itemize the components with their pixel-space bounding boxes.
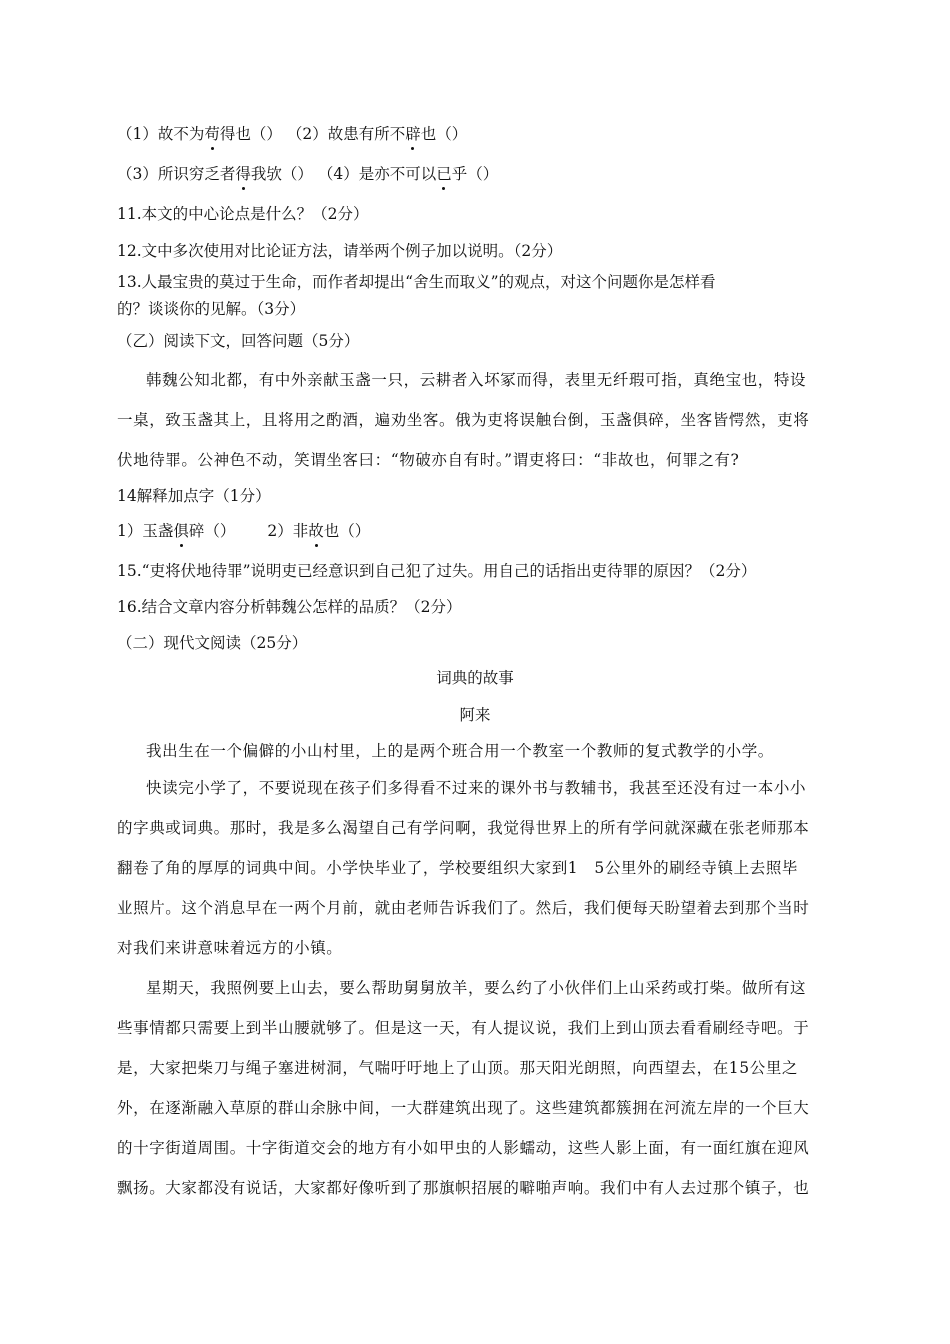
article-paragraph-line: 快读完小学了，不要说现在孩子们多得看不过来的课外书与教辅书，我甚至还没有过一本小小: [146, 779, 807, 797]
article-paragraph-line: 对我们来讲意味着远方的小镇。: [117, 939, 343, 957]
article-paragraph-line: 是，大家把柴刀与绳子塞进树洞，气喘吁吁地上了山顶。那天阳光朗照，向西望去，在15公里之: [117, 1059, 799, 1077]
classical-passage-line: 伏地待罪。公神色不动，笑谓坐客曰：“物破亦自有时。”谓吏将曰：“非故也，何罪之有?: [117, 451, 740, 469]
article-paragraph-line: 业照片。这个消息早在一两个月前，就由老师告诉我们了。然后，我们便每天盼望着去到那个当时: [117, 899, 810, 917]
emphasis-dot-char: 俱: [173, 522, 189, 540]
emphasis-dot-char: 已: [436, 165, 452, 183]
article-paragraph-line: 的十字街道周围。十字街道交会的地方有小如甲虫的人影蠕动，这些人影上面，有一面红旗在迎风: [117, 1139, 810, 1157]
emphasis-dot-char: 故: [308, 522, 324, 540]
classical-passage-line: 韩魏公知北都，有中外亲献玉盏一只，云耕者入坏冢而得，表里无纤瑕可指，真绝宝也，特设: [146, 371, 807, 389]
article-title: 词典的故事: [436, 669, 514, 687]
question-15: 15.“吏将伏地待罪”说明吏已经意识到自己犯了过失。用自己的话指出吏待罪的原因？（2分）: [117, 562, 757, 580]
q14-items: 1）玉盏俱碎（） 2）非故也（）: [117, 522, 371, 540]
question-13-line-2: 的？谈谈你的见解。（3分）: [117, 300, 306, 318]
q10-line-2: （3）所识穷乏者得我欤（） （4）是亦不可以已乎（）: [117, 165, 499, 183]
q10-line-1: （1）故不为苟得也（） （2）故患有所不辟也（）: [117, 125, 468, 143]
question-12: 12.文中多次使用对比论证方法，请举两个例子加以说明。（2分）: [117, 242, 563, 260]
emphasis-dot-char: 苟: [204, 125, 220, 143]
article-paragraph-line: 飘扬。大家都没有说话，大家都好像听到了那旗帜招展的噼啪声响。我们中有人去过那个镇子，也: [117, 1179, 810, 1197]
emphasis-dot-char: 得: [235, 165, 251, 183]
question-14: 14解释加点字（1分）: [117, 487, 271, 505]
section-b-heading: （乙）阅读下文，回答问题（5分）: [117, 332, 360, 350]
question-16: 16.结合文章内容分析韩魏公怎样的品质？（2分）: [117, 598, 462, 616]
article-paragraph-line: 些事情都只需要上到半山腰就够了。但是这一天，有人提议说，我们上到山顶去看看刷经寺吧。于: [117, 1019, 810, 1037]
emphasis-dot-char: 辟: [405, 125, 421, 143]
modern-section-heading: （二）现代文阅读（25分）: [117, 634, 308, 652]
article-paragraph-line: 我出生在一个偏僻的小山村里，上的是两个班合用一个教室一个教师的复式教学的小学。: [146, 742, 774, 760]
article-paragraph-line: 外，在逐渐融入草原的群山余脉中间，一大群建筑出现了。这些建筑都簇拥在河流左岸的一个巨大: [117, 1099, 810, 1117]
question-13-line-1: 13.人最宝贵的莫过于生命，而作者却提出“舍生而取义”的观点，对这个问题你是怎样看: [117, 273, 716, 291]
article-paragraph-line: 翻卷了角的厚厚的词典中间。小学快毕业了，学校要组织大家到1 5公里外的刷经寺镇上去照毕: [117, 859, 799, 877]
question-11: 11.本文的中心论点是什么？（2分）: [117, 205, 369, 223]
article-paragraph-line: 星期天，我照例要上山去，要么帮助舅舅放羊，要么约了小伙伴们上山采药或打柴。做所有这: [146, 979, 807, 997]
article-paragraph-line: 的字典或词典。那时，我是多么渴望自己有学问啊，我觉得世界上的所有学问就深藏在张老师那本: [117, 819, 810, 837]
article-author: 阿来: [459, 706, 491, 724]
classical-passage-line: 一桌，致玉盏其上，且将用之酌酒，遍劝坐客。俄为吏将误触台倒，玉盏俱碎，坐客皆愕然，吏将: [117, 411, 810, 429]
